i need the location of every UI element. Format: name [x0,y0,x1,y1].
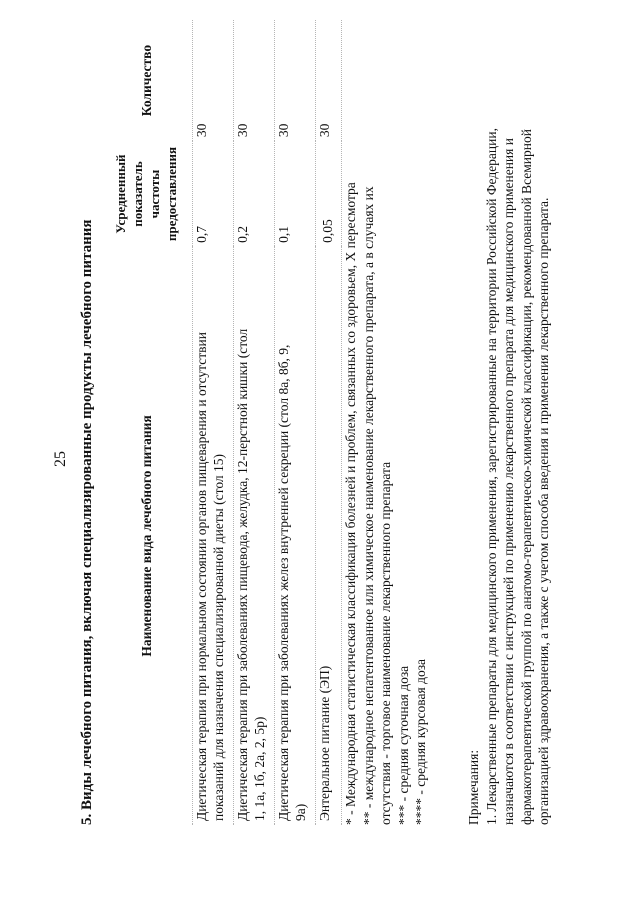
table-header-row [100,20,193,825]
note-line: назначаются в соответствии с инструкцией по применению лекарственного препарата для медицинского применения и [501,138,516,825]
notes [465,15,553,825]
section-title: 5. Виды лечебного питания, включая специализированные продукты лечебного питания [79,219,95,825]
row-indicator: 0,2 [234,141,275,247]
note-line: фармакотерапевтической группой по анатомо-терапевтическо-химической классификации, рекомендованной Всемирной [518,129,534,825]
footnote-line: **** - средняя курсовая доза [413,658,428,825]
row-name [193,247,234,825]
row-name-line: Диетическая терапия при заболеваниях пищевода, желудка, 12-перстной кишки (стол [235,328,250,821]
header-indicator-line: Усредненный [113,154,128,234]
row-name-line: показаний для назначения специализированной диеты (стол 15) [211,453,226,821]
row-name-line: Диетическая терапия при нормальном состоянии органов пищеварения и отсутствии [194,332,209,821]
header-indicator-line: частоты [147,169,162,219]
row-quantity: 30 [275,20,316,141]
row-name [275,247,316,825]
header-name: Наименование вида лечебного питания [100,247,193,825]
note-line: организацией здравоохранения, а также с учетом способа введения и применения лекарственного препарата. [536,197,551,825]
note-line: 1. Лекарственные препараты для медицинского применения, зарегистрированные на территории Российской Федерации, [483,128,499,825]
row-name-line: 9а) [293,803,308,821]
header-indicator [100,141,193,247]
row-name [316,247,342,825]
row-quantity: 30 [193,20,234,141]
row-name [234,247,275,825]
row-quantity: 30 [316,20,342,141]
row-indicator: 0,05 [316,141,342,247]
table-row [316,20,342,825]
header-indicator-line: показатель [130,161,145,227]
footnote-line: * - Международная статистическая классификация болезней и проблем, связанных со здоровьем, X пересмотра [343,182,358,825]
header-quantity: Количество [100,20,193,141]
table-row [234,20,275,825]
footnote-line: отсутствия - торговое наименование лекарственного препарата [378,461,393,825]
row-indicator: 0,7 [193,141,234,247]
row-quantity: 30 [234,20,275,141]
row-name-line: Диетическая терапия при заболеваниях желез внутренней секреции (стол 8а, 8б, 9, [276,344,291,821]
footnote-line: ** - международное непатентованное или химическое наименование лекарственного препарата, а в случаях их [360,186,376,825]
nutrition-table [100,20,342,825]
notes-title: Примечания: [466,749,481,825]
page-number: 25 [52,451,69,467]
row-name-line: 1, 1а, 1б, 2а, 2, 5р) [252,716,267,821]
footnotes [342,20,430,825]
row-name-line: Энтеральное питание (ЭП) [317,665,332,821]
table-row [193,20,234,825]
header-indicator-line: предоставления [164,146,179,242]
row-indicator: 0,1 [275,141,316,247]
table-row [275,20,316,825]
footnote-line: *** - средняя суточная доза [395,665,411,825]
